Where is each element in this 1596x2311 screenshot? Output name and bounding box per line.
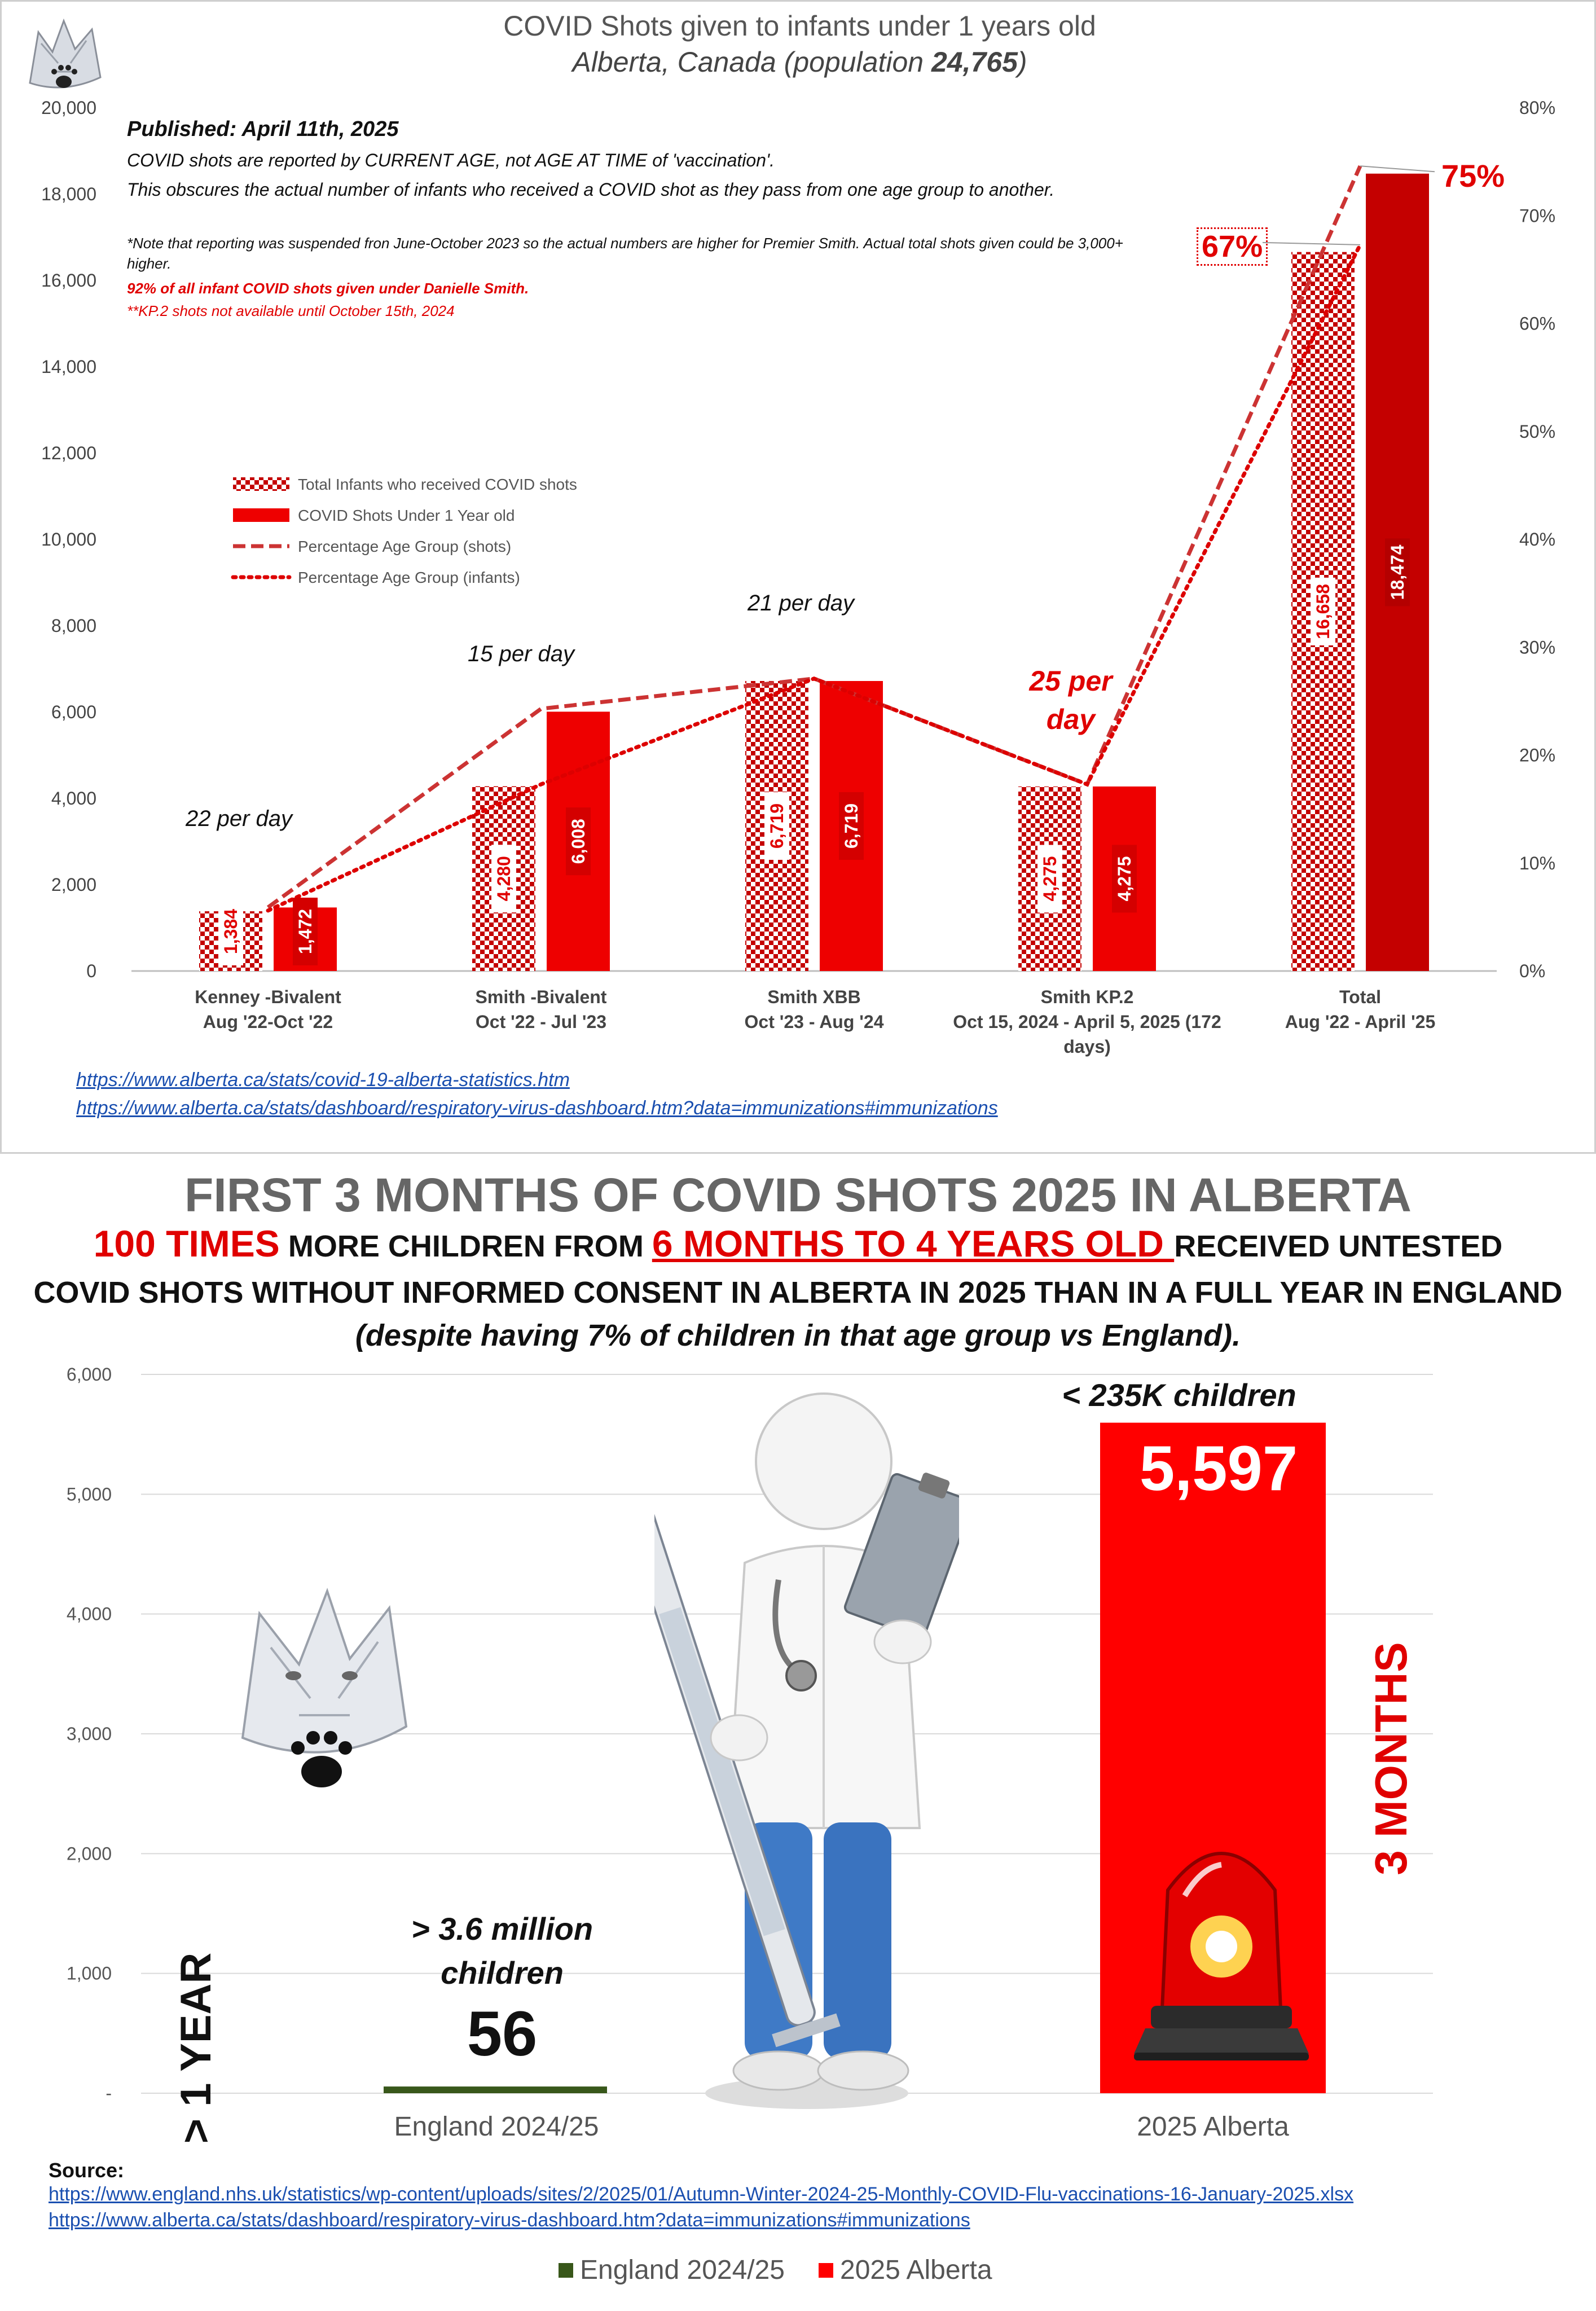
note-star: *Note that reporting was suspended fron June-October 2023 so the actual numbers are higher for Premier Smith. Actual total shots given could be 3,000+ higher.: [127, 235, 1123, 272]
bar-label-total-infants: [491, 845, 516, 912]
legend-swatch-england: [559, 2263, 573, 2278]
source-link-2[interactable]: https://www.alberta.ca/stats/dashboard/respiratory-virus-dashboard.htm?data=immunizations#immunizations: [76, 1097, 998, 1119]
y-right-tick: 80%: [1519, 98, 1556, 118]
y-right-tick: 60%: [1519, 313, 1556, 334]
bar-label-total-infants: [1037, 845, 1062, 912]
bar-label-text: 6,008: [568, 819, 588, 864]
bar-label-text: 6,719: [767, 803, 787, 849]
x-category-line: Aug '22-Oct '22: [203, 1012, 333, 1032]
legend-label-alberta: 2025 Alberta: [840, 2255, 992, 2285]
bar-label-text: 6,719: [841, 803, 861, 849]
x-category-label: [679, 985, 949, 1034]
y-left-tick: 10,000: [41, 529, 96, 550]
bar-label-text: 18,474: [1387, 544, 1408, 600]
bottom-line-3: COVID SHOTS WITHOUT INFORMED CONSENT IN ALBERTA IN 2025 THAN IN A FULL YEAR IN ENGLAND: [33, 1276, 1563, 1310]
per-day-kenney: 22 per day: [186, 806, 293, 831]
legend-label: COVID Shots Under 1 Year old: [298, 507, 515, 524]
y-right-tick: 20%: [1519, 745, 1556, 766]
bottom-legend: [559, 2255, 992, 2286]
england-side-label: > 1 YEAR: [172, 1952, 220, 2144]
bar-label-text: 16,658: [1313, 583, 1333, 639]
x-category-line: Oct '23 - Aug '24: [744, 1012, 884, 1032]
x-category-line: Aug '22 - April '25: [1285, 1012, 1436, 1032]
y-left-tick: 6,000: [51, 702, 96, 722]
per-day-smith-kp2: 25 per day: [1029, 665, 1113, 735]
per-day-smith-xbb: 21 per day: [748, 591, 855, 616]
bottom-line-2: 100 TIMES MORE CHILDREN FROM 6 MONTHS TO 4 YEARS OLD RECEIVED UNTESTED: [93, 1223, 1503, 1264]
x-category-line: Kenney -Bivalent: [195, 987, 341, 1007]
alberta-population-label: < 235K children: [1062, 1377, 1296, 1413]
pct-label-75: 75%: [1441, 158, 1505, 194]
bottom-chart-panel: [0, 1162, 1596, 2311]
legend-swatch: [233, 477, 289, 491]
y-right-tick: 10%: [1519, 853, 1556, 873]
y-left-tick: 2,000: [51, 875, 96, 895]
y-left-tick: 0: [86, 961, 96, 981]
legend-label-england: England 2024/25: [580, 2255, 785, 2285]
x-category-label: [952, 985, 1223, 1059]
source-label: Source:: [49, 2159, 125, 2182]
y-tick: 2,000: [66, 1843, 112, 1864]
y-left-tick: 12,000: [41, 443, 96, 463]
y-left-tick: 16,000: [41, 270, 96, 291]
bar-label-text: 1,384: [221, 908, 241, 955]
x-category-england: England 2024/25: [394, 2112, 599, 2142]
wolf-logo-large: [220, 1569, 423, 1805]
y-tick: 4,000: [66, 1603, 112, 1624]
bar-label-text: 4,280: [494, 856, 514, 902]
y-right-tick: 40%: [1519, 529, 1556, 550]
note-line-2: This obscures the actual number of infants who received a COVID shot as they pass from one age group to another.: [127, 179, 1055, 200]
bar-label-shots: [1112, 845, 1137, 912]
y-left-tick: 8,000: [51, 616, 96, 636]
y-left-tick: 20,000: [41, 98, 96, 118]
england-value-label: 56: [467, 1998, 538, 2069]
legend-label: Percentage Age Group (shots): [298, 538, 512, 555]
leader-67: [1263, 243, 1360, 245]
chart-title: COVID Shots given to infants under 1 years old: [503, 10, 1096, 42]
note-red-1: 92% of all infant COVID shots given under Danielle Smith.: [127, 280, 529, 297]
siren-light-icon: [1123, 1828, 1320, 2065]
bar-label-text: 4,275: [1114, 856, 1135, 902]
bar-label-total-infants: [764, 792, 789, 860]
alberta-value-label: 5,597: [1139, 1433, 1298, 1504]
pct-label-67: 67%: [1197, 227, 1268, 266]
y-right-tick: 30%: [1519, 637, 1556, 658]
bar-label-shots: [566, 807, 591, 875]
bar-label-text: 4,275: [1040, 856, 1060, 902]
y-left-tick: 18,000: [41, 184, 96, 204]
y-right-tick: 70%: [1519, 205, 1556, 226]
bar-label-total-infants: [218, 898, 243, 965]
x-category-line: Oct '22 - Jul '23: [475, 1012, 607, 1032]
top-chart-svg: [2, 2, 1596, 1074]
legend-label: Total Infants who received COVID shots: [298, 476, 577, 493]
source-link-1[interactable]: https://www.alberta.ca/stats/covid-19-alberta-statistics.htm: [76, 1069, 570, 1091]
x-category-line: Total: [1339, 987, 1382, 1007]
y-tick: 6,000: [66, 1364, 112, 1385]
per-day-smith-bivalent: 15 per day: [468, 642, 575, 666]
x-category-alberta: 2025 Alberta: [1137, 2112, 1289, 2142]
y-tick: 3,000: [66, 1724, 112, 1744]
doctor-figure-illustration: [654, 1377, 959, 2121]
x-category-line: Smith XBB: [767, 987, 861, 1007]
y-left-tick: 14,000: [41, 357, 96, 377]
source-link-alberta[interactable]: https://www.alberta.ca/stats/dashboard/respiratory-virus-dashboard.htm?data=immunizations#immunizations: [49, 2209, 970, 2231]
alberta-side-label: 3 MONTHS: [1366, 1642, 1416, 1875]
bar-label-total-infants: [1311, 578, 1335, 645]
bar-label-shots: [1385, 538, 1410, 606]
y-left-tick: 4,000: [51, 788, 96, 809]
y-tick: 1,000: [66, 1963, 112, 1984]
x-category-line: Smith KP.2: [1040, 987, 1134, 1007]
y-right-tick: 0%: [1519, 961, 1546, 981]
bar-label-shots: [839, 792, 864, 860]
published-date: Published: April 11th, 2025: [127, 117, 399, 141]
bar-label-shots: [293, 898, 318, 965]
x-category-line: days): [1063, 1036, 1111, 1057]
x-category-line: Oct 15, 2024 - April 5, 2025 (172: [953, 1012, 1221, 1032]
x-category-label: [406, 985, 676, 1034]
source-link-england[interactable]: https://www.england.nhs.uk/statistics/wp-content/uploads/sites/2/2025/01/Autumn-Winter-2024-25-Monthly-COVID-Flu-vaccinations-16-January-2025.xlsx: [49, 2183, 1354, 2205]
x-category-label: [133, 985, 403, 1034]
bottom-line-4: (despite having 7% of children in that age group vs England).: [355, 1319, 1241, 1352]
top-chart-panel: [0, 0, 1596, 1154]
y-right-tick: 50%: [1519, 421, 1556, 442]
x-category-label: [1225, 985, 1496, 1034]
note-red-2: **KP.2 shots not available until October 15th, 2024: [127, 302, 455, 319]
line-pct-shots: [268, 166, 1360, 907]
y-tick: 5,000: [66, 1484, 112, 1505]
legend-swatch-alberta: [819, 2263, 833, 2278]
bottom-headline: FIRST 3 MONTHS OF COVID SHOTS 2025 IN ALBERTA: [184, 1168, 1412, 1222]
legend-swatch: [233, 508, 289, 522]
legend-label: Percentage Age Group (infants): [298, 569, 520, 586]
bar-label-text: 1,472: [295, 908, 315, 955]
note-line-1: COVID shots are reported by CURRENT AGE, not AGE AT TIME of 'vaccination'.: [127, 150, 775, 170]
leader-75: [1360, 166, 1435, 172]
y-tick: -: [105, 2083, 112, 2103]
chart-subtitle: Alberta, Canada (population 24,765): [572, 46, 1027, 78]
bar-england: [384, 2086, 607, 2093]
england-population-label: > 3.6 million children: [411, 1911, 593, 1991]
x-category-line: Smith -Bivalent: [475, 987, 607, 1007]
